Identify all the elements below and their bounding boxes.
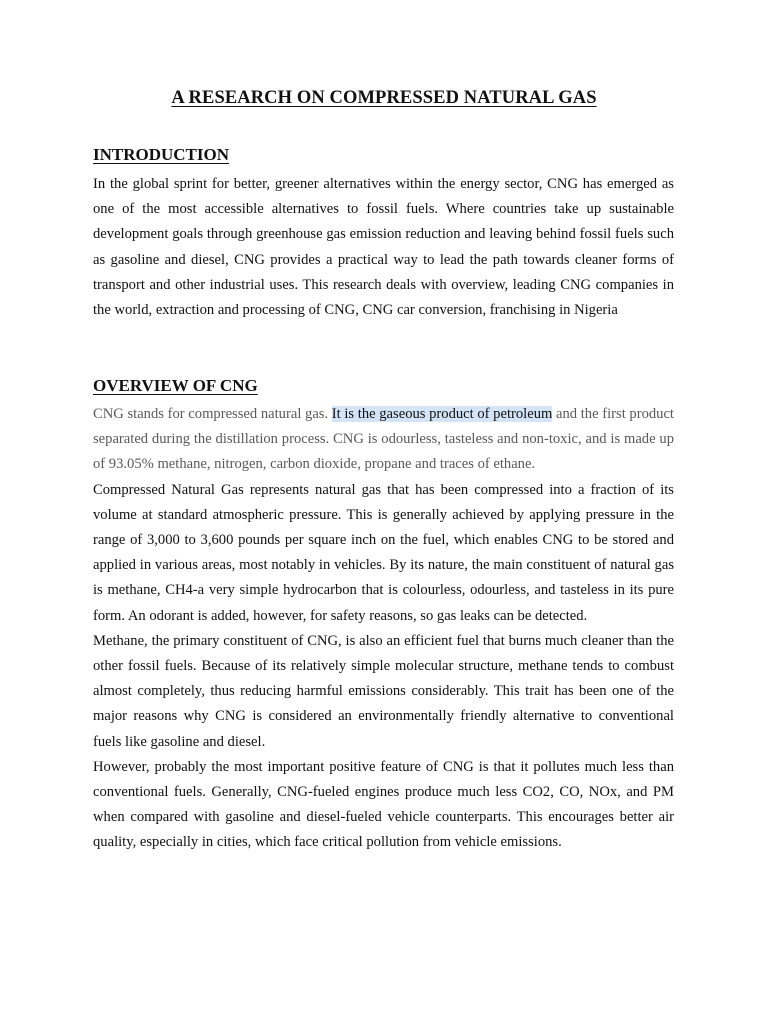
overview-paragraph-1 xyxy=(93,402,674,478)
overview-paragraph-3: Methane, the primary constituent of CNG, is also an efficient fuel that burns much cleaner than the other fossil fuels. Because of its relatively simple molecular structure, methane tends to combust almost completely, thus reducing harmful emissions considerably. This trait has been one of the major reasons why CNG is considered an environmentally friendly alternative to conventional fuels like gasoline and diesel. xyxy=(93,632,674,750)
introduction-heading: INTRODUCTION xyxy=(93,145,230,164)
overview-paragraph-2: Compressed Natural Gas represents natural gas that has been compressed into a fraction of its volume at standard atmospheric pressure. This is generally achieved by applying pressure in the range of 3,000 to 3,600 pounds per square inch on the fuel, which enables CNG to be stored and applied in various areas, most notably in vehicles. By its nature, the main constituent of natural gas is methane, CH4-a very simple hydrocarbon that is colourless, odourless, and tasteless in its pure form. An odorant is added, however, for safety reasons, so gas leaks can be detected. xyxy=(93,481,674,624)
document-title: A RESEARCH ON COMPRESSED NATURAL GAS xyxy=(171,88,597,108)
overview-heading: OVERVIEW OF CNG xyxy=(93,376,258,395)
overview-gray-tail: and the first product separated during the distillation process. CNG is odourless, tasteless and non-toxic, and is made up of 93.05% methane, nitrogen, carbon dioxide, propane and traces of ethane. xyxy=(93,406,674,473)
overview-gray-lead: CNG stands for compressed natural gas. xyxy=(93,406,332,422)
overview-body xyxy=(93,402,674,856)
highlighted-selection[interactable]: It is the gaseous product of petroleum xyxy=(331,406,553,422)
overview-paragraph-4: However, probably the most important positive feature of CNG is that it pollutes much less than conventional fuels. Generally, CNG-fueled engines produce much less CO2, CO, NOx, and PM when compared with gasoline and diesel-fueled vehicle counterparts. This encourages better air quality, especially in cities, which face critical pollution from vehicle emissions. xyxy=(93,758,674,851)
introduction-paragraph: In the global sprint for better, greener alternatives within the energy sector, CNG has emerged as one of the most accessible alternatives to fossil fuels. Where countries take up sustainable development goals through greenhouse gas emission reduction and leaving behind fossil fuels such as gasoline and diesel, CNG provides a practical way to lead the path towards cleaner forms of transport and other industrial uses. This research deals with overview, leading CNG companies in the world, extraction and processing of CNG, CNG car conversion, franchising in Nigeria xyxy=(93,176,674,319)
